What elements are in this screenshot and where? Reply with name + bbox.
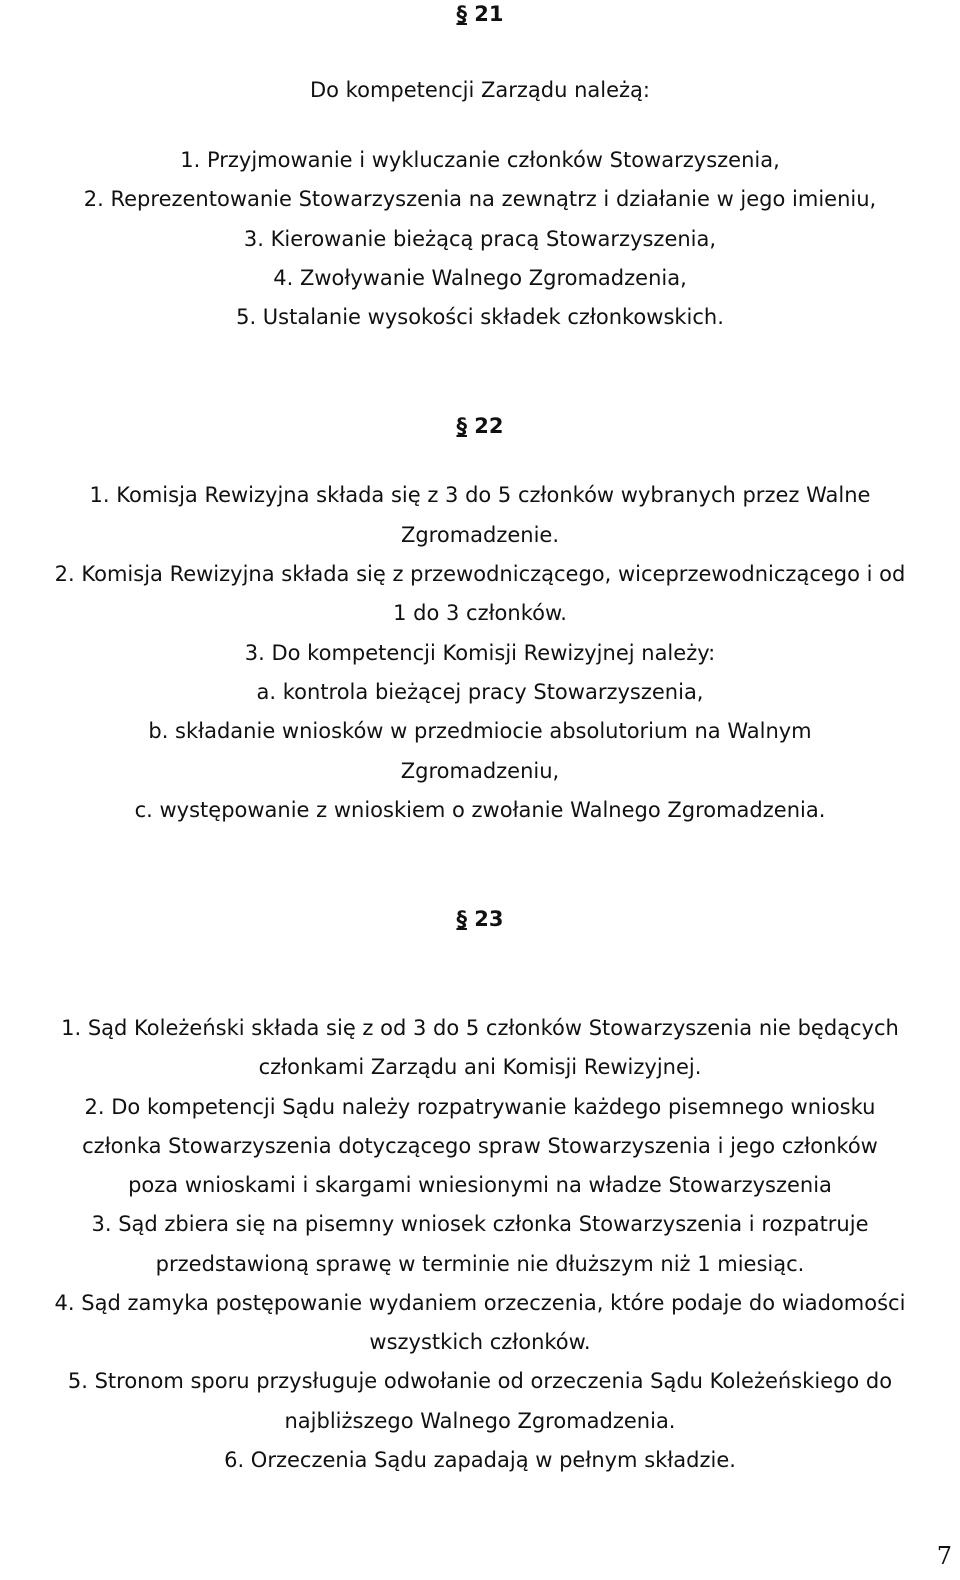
list-item: 3. Kierowanie bieżącą pracą Stowarzyszenia, (243, 227, 717, 251)
page-number: 7 (936, 1542, 952, 1570)
list-item-continuation: członka Stowarzyszenia dotyczącego spraw Stowarzyszenia i jego członków (82, 1134, 878, 1158)
section-symbol: § (456, 907, 467, 931)
section-heading-21 (0, 0, 960, 28)
list-item-continuation: członkami Zarządu ani Komisji Rewizyjnej. (258, 1055, 702, 1079)
section-number: 22 (474, 414, 504, 438)
list-item: 2. Do kompetencji Sądu należy rozpatrywanie każdego pisemnego wniosku (84, 1095, 876, 1119)
list-item: 6. Orzeczenia Sądu zapadają w pełnym składzie. (224, 1448, 736, 1472)
list-item-continuation: poza wnioskami i skargami wniesionymi na władze Stowarzyszenia (128, 1173, 832, 1197)
list-item: 5. Ustalanie wysokości składek członkowskich. (236, 305, 724, 329)
section-21-intro: Do kompetencji Zarządu należą: (309, 78, 650, 102)
list-item: 5. Stronom sporu przysługuje odwołanie od orzeczenia Sądu Koleżeńskiego do (67, 1369, 893, 1393)
section-symbol: § (456, 2, 467, 26)
list-item: 3. Do kompetencji Komisji Rewizyjnej należy: (244, 641, 716, 665)
list-item: 3. Sąd zbiera się na pisemny wniosek członka Stowarzyszenia i rozpatruje (91, 1212, 869, 1236)
section-symbol: § (456, 414, 467, 438)
sub-list-item-continuation: Zgromadzeniu, (400, 759, 560, 783)
list-item: 2. Reprezentowanie Stowarzyszenia na zewnątrz i działanie w jego imieniu, (83, 187, 877, 211)
list-item: 2. Komisja Rewizyjna składa się z przewodniczącego, wiceprzewodniczącego i od (54, 562, 906, 586)
list-item-continuation: wszystkich członków. (369, 1330, 591, 1354)
list-item-continuation: przedstawioną sprawę w terminie nie dłuższym niż 1 miesiąc. (155, 1252, 805, 1276)
list-item: 1. Sąd Koleżeński składa się z od 3 do 5 członków Stowarzyszenia nie będących (61, 1016, 899, 1040)
section-number: 21 (474, 2, 504, 26)
list-item: 4. Zwoływanie Walnego Zgromadzenia, (273, 266, 687, 290)
list-item: 4. Sąd zamyka postępowanie wydaniem orzeczenia, które podaje do wiadomości (54, 1291, 906, 1315)
sub-list-item: b. składanie wniosków w przedmiocie absolutorium na Walnym (148, 719, 812, 743)
list-item-continuation: Zgromadzenie. (400, 523, 560, 547)
list-item-continuation: 1 do 3 członków. (393, 601, 567, 625)
list-item: 1. Przyjmowanie i wykluczanie członków Stowarzyszenia, (180, 148, 780, 172)
section-number: 23 (474, 907, 504, 931)
list-item-continuation: najbliższego Walnego Zgromadzenia. (284, 1409, 676, 1433)
sub-list-item: a. kontrola bieżącej pracy Stowarzyszenia, (256, 680, 704, 704)
sub-list-item: c. występowanie z wnioskiem o zwołanie Walnego Zgromadzenia. (134, 798, 826, 822)
section-heading-22 (0, 412, 960, 440)
section-heading-23 (0, 905, 960, 933)
list-item: 1. Komisja Rewizyjna składa się z 3 do 5 członków wybranych przez Walne (89, 483, 871, 507)
